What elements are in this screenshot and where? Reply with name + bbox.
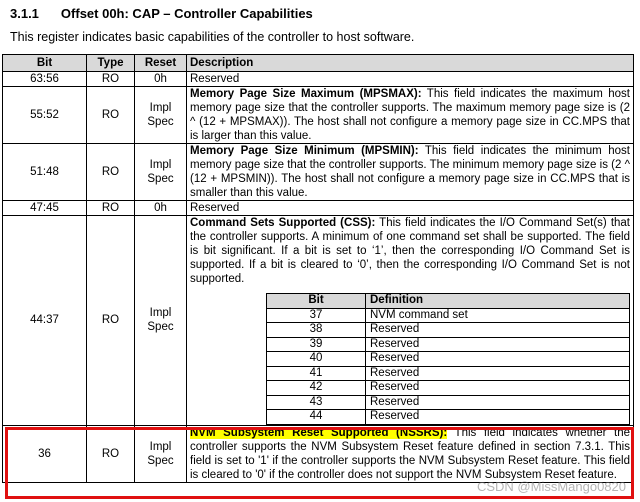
css-row	[267, 366, 630, 381]
bit-cell: 47:45	[3, 201, 87, 216]
header-type: Type	[87, 55, 135, 72]
description-cell	[187, 201, 634, 216]
css-row	[267, 381, 630, 396]
type-cell: RO	[87, 87, 135, 144]
reset-cell: 0h	[135, 72, 187, 87]
reset-cell: Impl Spec	[135, 425, 187, 482]
reset-cell: Impl Spec	[135, 216, 187, 426]
field-name-highlighted: NVM Subsystem Reset Supported (NSSRS):	[190, 426, 448, 439]
section-number: 3.1.1	[10, 6, 39, 21]
css-bit: 41	[267, 366, 366, 381]
table-row	[3, 144, 634, 201]
css-definition: Reserved	[366, 323, 630, 338]
field-name: Memory Page Size Minimum (MPSMIN):	[190, 145, 419, 157]
bit-cell: 51:48	[3, 144, 87, 201]
css-row	[267, 395, 630, 410]
css-bit: 42	[267, 381, 366, 396]
watermark: CSDN @MissMango0820	[476, 479, 626, 494]
intro-text: This register indicates basic capabilities of the controller to host software.	[10, 30, 415, 44]
field-name: Memory Page Size Maximum (MPSMAX):	[190, 88, 422, 100]
css-definition: Reserved	[366, 395, 630, 410]
description-cell	[187, 72, 634, 87]
css-row	[267, 352, 630, 367]
description-cell	[187, 425, 634, 482]
description-text: This field indicates the minimum host memory page size that the controller supports. The minimum memory page size is (2 ^ (12 + MPSMIN)). The host shall not configure a memory page size in CC.MPS that is smaller than this value.	[190, 145, 630, 199]
type-cell: RO	[87, 425, 135, 482]
reset-cell: 0h	[135, 201, 187, 216]
css-row	[267, 323, 630, 338]
css-definition: Reserved	[366, 410, 630, 425]
css-bit: 37	[267, 308, 366, 323]
description-text: This field indicates the I/O Command Set(s) that the controller supports. A minimum of one command set shall be supported. The field is bit significant. If a bit is set to ‘1’, then the corresponding I/O Command Set is supported. If a bit is cleared to ‘0’, then the corresponding I/O Command Set is not supported.	[190, 217, 630, 285]
register-table	[2, 54, 634, 483]
css-definition: Reserved	[366, 337, 630, 352]
description-cell	[187, 87, 634, 144]
css-row	[267, 410, 630, 425]
css-bit: 40	[267, 352, 366, 367]
css-bit: 44	[267, 410, 366, 425]
field-name: Command Sets Supported (CSS):	[190, 217, 376, 229]
bit-cell: 44:37	[3, 216, 87, 426]
reset-cell: Impl Spec	[135, 87, 187, 144]
bit-cell: 63:56	[3, 72, 87, 87]
type-cell: RO	[87, 216, 135, 426]
table-row	[3, 216, 634, 426]
description-text: This field indicates the maximum host memory page size that the controller supports. The maximum memory page size is (2 ^ (12 + MPSMAX)). The host shall not configure a memory page size in CC.MPS that is larger than this value.	[190, 88, 630, 142]
css-definition: Reserved	[366, 352, 630, 367]
header-bit: Bit	[3, 55, 87, 72]
description-cell	[187, 144, 634, 201]
css-definition: NVM command set	[366, 308, 630, 323]
css-bit: 38	[267, 323, 366, 338]
css-definition: Reserved	[366, 381, 630, 396]
table-row	[3, 201, 634, 216]
type-cell: RO	[87, 144, 135, 201]
header-reset: Reset	[135, 55, 187, 72]
description-text: This field indicates whether the controller supports the NVM Subsystem Reset feature defined in section 7.3.1. This field is set to '1' if the controller supports the NVM Subsystem Reset feature. This field is cleared to '0' if the controller does not support the NVM Subsystem Reset feature.	[190, 426, 630, 481]
description-text: Reserved	[190, 202, 240, 214]
css-bit: 39	[267, 337, 366, 352]
css-header-bit: Bit	[267, 294, 366, 309]
bit-cell: 55:52	[3, 87, 87, 144]
table-header-row	[3, 55, 634, 72]
css-definition: Reserved	[366, 366, 630, 381]
css-row	[267, 337, 630, 352]
bit-cell: 36	[3, 425, 87, 482]
css-bit-table	[266, 293, 630, 425]
css-row	[267, 308, 630, 323]
reset-cell: Impl Spec	[135, 144, 187, 201]
type-cell: RO	[87, 201, 135, 216]
css-header-definition: Definition	[366, 294, 630, 309]
css-header-row	[267, 294, 630, 309]
description-text: Reserved	[190, 73, 240, 85]
table-row	[3, 87, 634, 144]
table-row	[3, 425, 634, 482]
table-row	[3, 72, 634, 87]
description-cell	[187, 216, 634, 426]
css-bit: 43	[267, 395, 366, 410]
section-title: Offset 00h: CAP – Controller Capabilities	[60, 6, 313, 21]
section-heading	[10, 6, 313, 21]
header-description: Description	[187, 55, 634, 72]
type-cell: RO	[87, 72, 135, 87]
